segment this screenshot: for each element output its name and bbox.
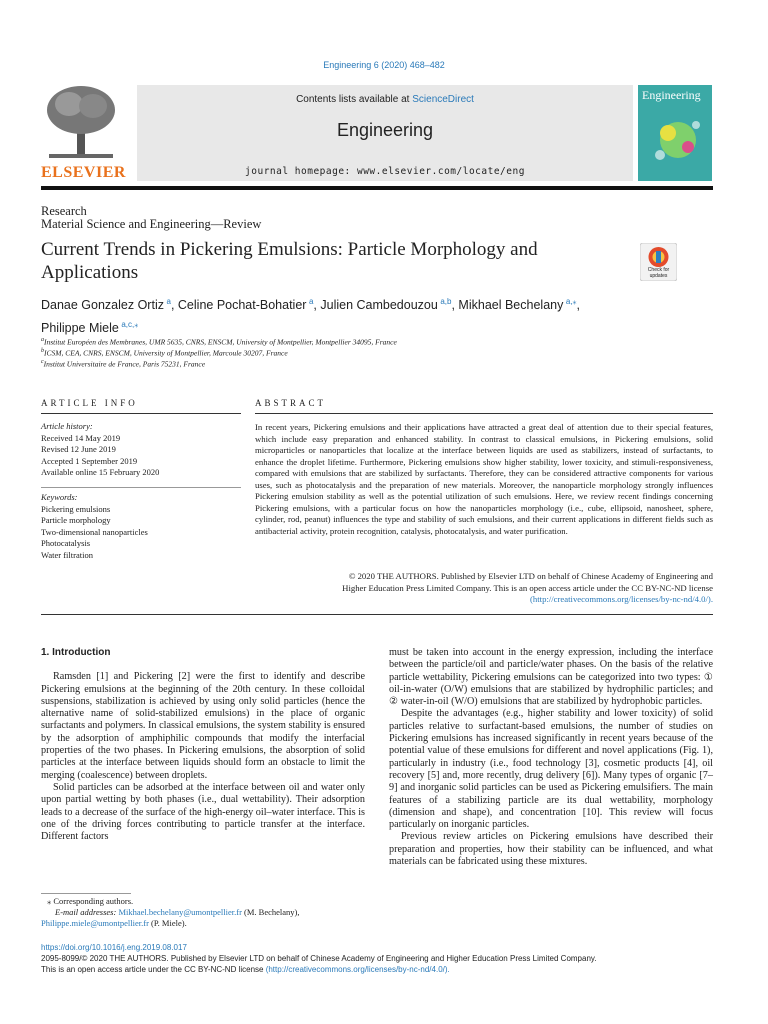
affiliation-sup: a — [41, 337, 44, 343]
author-name: Celine Pochat-Bohatier — [177, 298, 307, 313]
sciencedirect-link[interactable]: ScienceDirect — [412, 94, 474, 105]
journal-homepage[interactable]: journal homepage: www.elsevier.com/locate/eng — [245, 166, 525, 177]
paragraph: Ramsden [1] and Pickering [2] were the first to identify and describe Pickering emulsions at the beginning of the 20th century. In these colloidal suspensions, stabilization is achieved by using only solid particles (hence the alternative name of solid-stabilized emulsions) in the place of organic surfactants and polymers. In classical emulsions, the system stability is ensured by the adsorption of amphiphilic compounds that modify the interfacial properties of the two phases. In Pickering emulsions, the absorption of solid particles at the interface between liquids should form an obstacle to limit the merging (coalescence) between droplets. — [41, 671, 365, 781]
keyword-item: Two-dimensional nanoparticles — [41, 526, 148, 537]
journal-cover-image — [638, 85, 712, 181]
body-left-column — [41, 647, 365, 843]
crossmark-label: Check for updates — [647, 267, 670, 279]
footnote-rule — [41, 893, 131, 894]
article-section: Research — [41, 204, 87, 218]
elsevier-logo — [41, 82, 126, 182]
footer-license-text: This is an open access article under the CC BY-NC-ND license — [41, 965, 266, 974]
keywords-label: Keywords: — [41, 492, 78, 502]
history-label: Article history: — [41, 421, 93, 431]
affiliation-text: Institut Universitaire de France, Paris 75231, France — [43, 359, 206, 369]
affiliation-sup: b — [41, 348, 44, 354]
keywords — [41, 492, 241, 561]
abstract-copyright — [255, 571, 713, 606]
email-owner: (M. Bechelany), — [244, 907, 300, 917]
body-right-column — [389, 647, 713, 868]
paragraph: must be taken into account in the energy expression, including the interface between the particle/oil and particle/water phases. On the basis of the relative particle wettability, Pickering emulsions can be categorized into two types: ① oil-in-water (O/W) emulsions that are stabilized by hydrophilic particles; and ② water-in-oil (W/O) emulsions that are stabilized by hydrophobic particles. — [389, 647, 713, 708]
email-owner: (P. Miele). — [151, 918, 187, 928]
title-line-1: Current Trends in Pickering Emulsions: Particle Morphology and — [41, 239, 538, 260]
history-item: Received 14 May 2019 — [41, 432, 121, 443]
footer-license — [41, 964, 721, 975]
email-label: E-mail addresses: — [55, 907, 117, 917]
copyright-line: © 2020 THE AUTHORS. Published by Elsevier LTD on behalf of Chinese Academy of Engineering and — [348, 571, 713, 581]
copyright-line: Higher Education Press Limited Company. This is an open access article under the CC BY-NC-ND license — [342, 582, 713, 593]
affiliation-sup: c — [41, 359, 44, 365]
keyword-item: Particle morphology — [41, 515, 111, 525]
abstract-heading: ABSTRACT — [255, 398, 327, 408]
contents-prefix: Contents lists available at — [296, 94, 413, 105]
journal-title: Engineering — [336, 120, 434, 140]
affiliation — [41, 337, 397, 347]
keywords-rule — [41, 487, 241, 488]
keyword-item: Pickering emulsions — [41, 503, 111, 514]
author-affil-sup[interactable]: a,⁎ — [565, 297, 577, 306]
affiliation — [41, 348, 288, 358]
affiliation-text: ICSM, CEA, CNRS, ENSCM, University of Montpellier, Marcoule 30207, France — [44, 348, 288, 358]
history-item: Available online 15 February 2020 — [41, 467, 160, 477]
paragraph: Solid particles can be adsorbed at the interface between oil and water only upon partial wetting by both phases (i.e., dual wettability). Their adsorption leads to a decrease of the surface of the high-energy oil–water interface. This is one of the driving forces contributing to particle transfer at the interface. Different factors — [41, 781, 365, 843]
author-name: Philippe Miele — [41, 321, 119, 336]
paragraph: Despite the advantages (e.g., higher stability and lower toxicity) of solid particles relative to surfactant-based emulsions, the number of studies on Pickering emulsions has increased significantly in recent years because of the potential value of these emulsions for different and novel applications (Fig. 1), particularly in industry (i.e., food technology [3], cosmetic products [4], oil recovery [5] and, more recently, drug delivery [6]). Many types of organic [7–9] and inorganic solid particles can be used as Pickering emulsifiers. The main features of a stabilizing particle are its dual wettability, morphology (dimension and shape), and concentration [10]. This review will focus particularly on inorganic particles. — [389, 708, 713, 831]
check-for-updates-badge[interactable] — [640, 243, 677, 281]
abstract-rule — [255, 413, 713, 414]
article-history — [41, 421, 241, 479]
footer-copyright: 2095-8099/© 2020 THE AUTHORS. Published by Elsevier LTD on behalf of Chinese Academy of Engineering and Higher Education Press Limited Company. — [41, 954, 597, 963]
abstract-bottom-rule — [41, 614, 713, 615]
corresponding-note: ⁎ Corresponding authors. — [47, 896, 134, 906]
email-link[interactable]: Philippe.miele@umontpellier.fr — [41, 918, 149, 928]
tree-icon — [41, 82, 121, 162]
keyword-item: Photocatalysis — [41, 538, 91, 548]
doi-link[interactable]: https://doi.org/10.1016/j.eng.2019.08.017 — [41, 943, 187, 952]
author-affil-sup[interactable]: a,b — [440, 297, 452, 306]
cover-art-icon — [638, 85, 712, 181]
article-subsection: Material Science and Engineering—Review — [41, 217, 262, 231]
author-affil-sup[interactable]: a — [308, 297, 314, 306]
title-line-2: Applications — [41, 262, 139, 283]
affiliation-text: Institut Européen des Membranes, UMR 5635, CNRS, ENSCM, University of Montpellier, Montpellier 34095, France — [44, 337, 397, 347]
history-item: Revised 12 June 2019 — [41, 444, 116, 454]
page-footer — [41, 942, 721, 975]
article-title — [41, 238, 601, 284]
history-item: Accepted 1 September 2019 — [41, 455, 138, 466]
affiliation — [41, 359, 205, 369]
author-affil-sup[interactable]: a,c,⁎ — [121, 320, 139, 330]
footnote — [41, 896, 365, 929]
abstract-body: In recent years, Pickering emulsions and their applications have attracted a great deal of attention due to their special features, which include easy preparation and enhanced stability. In contrast to classical emulsions, in Pickering emulsions, solid microparticles or nanoparticles that localize at the interface between liquids are used as stabilizers, instead of surfactants, to enhance the droplet lifetime. Furthermore, Pickering emulsions show higher stability, lower toxicity, and stimuli-responsiveness, compared with emulsions that are stabilized by surfactants. Therefore, they can be considered attractive components for various uses, such as photocatalysis and the preparation of new materials. Moreover, the nanoparticle morphology strongly influences Pickering emulsion stability as well as the potential utilization of such emulsions. Here, we review recent findings concerning Pickering emulsions, with a particular focus on how the nanoparticles morphology (i.e., cube, ellipsoid, nanosheet, sphere, cylinder, rod, peanut) influences the type and stability of such emulsions, and their current applications in different fields such as antibacterial activity, protein recognition, catalysis, photocatalysis, and water purification. — [255, 422, 713, 536]
author-affil-sup[interactable]: a — [166, 297, 171, 306]
cover-title: Engineering — [642, 88, 701, 102]
email-link[interactable]: Mikhael.bechelany@umontpellier.fr — [118, 907, 242, 917]
author-list: Danae Gonzalez Ortiz $^a$, Celine Pochat-Bohatier $^a$, Julien Cambedouzou $^{a,b}$, Mikhael Bechelany $^{a,⁎}$, Philippe Miele $^{a,c,⁎}$ — [41, 297, 581, 336]
journal-citation[interactable]: Engineering 6 (2020) 468–482 — [323, 60, 445, 70]
header-rule — [41, 186, 713, 190]
publisher-wordmark: ELSEVIER — [41, 164, 126, 181]
section-heading: 1. Introduction — [41, 647, 111, 658]
footer-license-link[interactable]: (http://creativecommons.org/licenses/by-nc-nd/4.0/). — [265, 965, 450, 974]
author-name: Mikhael Bechelany — [458, 298, 564, 313]
license-link[interactable]: (http://creativecommons.org/licenses/by-nc-nd/4.0/). — [530, 594, 713, 604]
article-info-rule — [41, 413, 241, 414]
paragraph: Previous review articles on Pickering emulsions have described their preparation and properties, how their stability can be influenced, and what materials can be fabricated using these mixtures. — [389, 831, 713, 868]
article-info-heading: ARTICLE INFO — [41, 398, 138, 408]
contents-line — [137, 94, 633, 105]
author-name: Julien Cambedouzou — [320, 298, 438, 313]
keyword-item: Water filtration — [41, 549, 93, 560]
author-name: Danae Gonzalez Ortiz — [41, 298, 164, 313]
